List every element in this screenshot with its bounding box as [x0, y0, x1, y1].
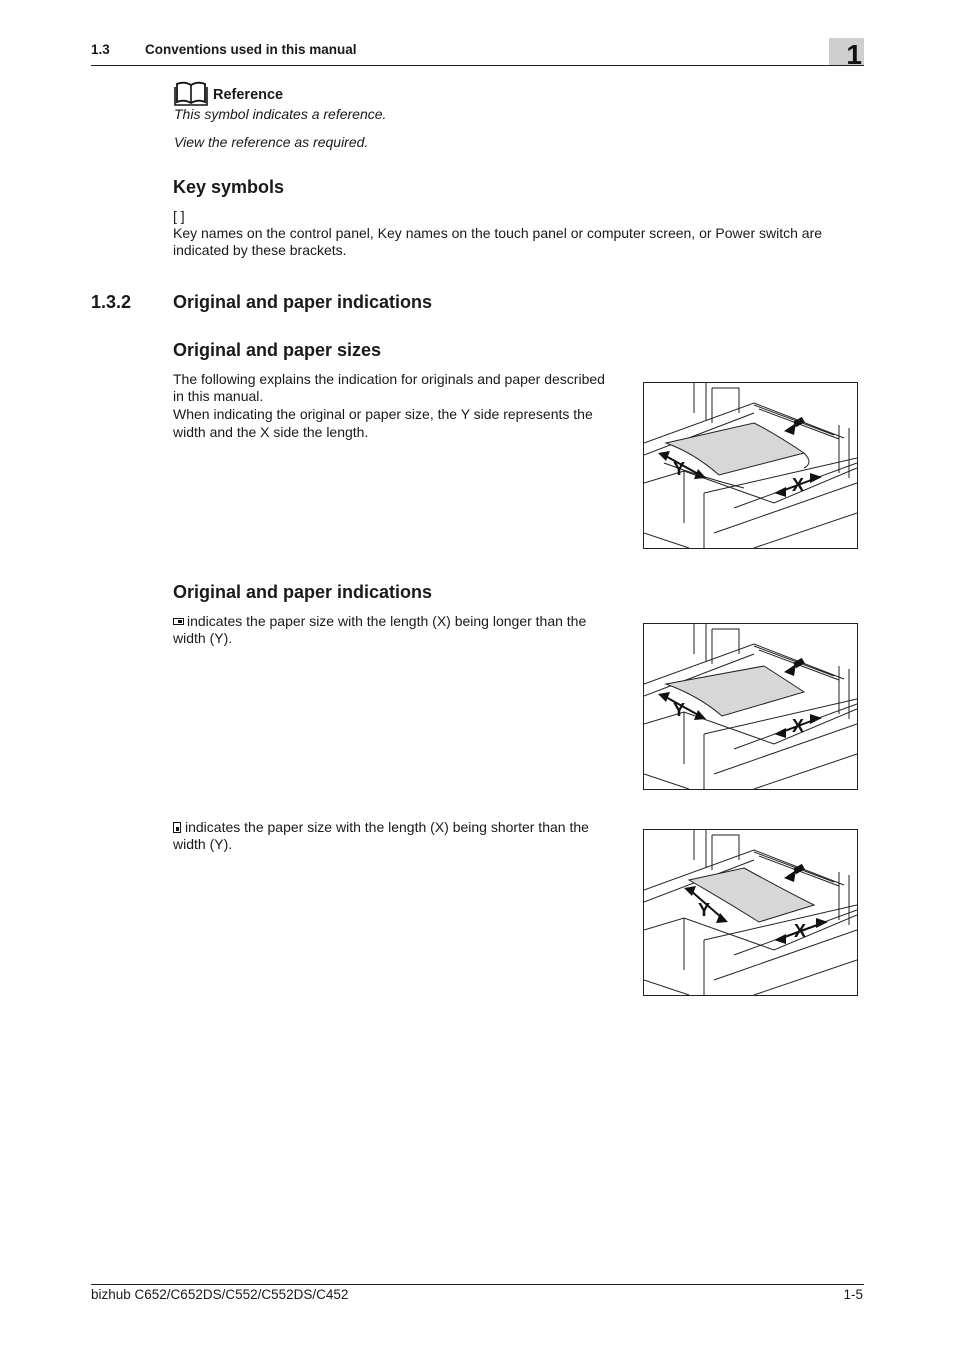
key-symbols-text-2: indicated by these brackets. — [173, 242, 347, 258]
reference-title: Reference — [213, 87, 284, 103]
header-section-title: Conventions used in this manual — [145, 42, 357, 57]
figure-label-y: Y — [673, 700, 686, 720]
portrait-orientation-icon — [173, 822, 181, 833]
landscape-text-1 — [173, 612, 586, 630]
indications-heading: Original and paper indications — [173, 582, 433, 602]
figure-label-x: X — [792, 475, 805, 495]
sizes-text-3: When indicating the original or paper size, the Y side represents the — [173, 406, 593, 422]
section-number: 1.3.2 — [91, 292, 132, 312]
portrait-text-2: width (Y). — [173, 836, 233, 852]
footer-model: bizhub C652/C652DS/C552/C552DS/C452 — [91, 1287, 349, 1302]
sizes-text-1: The following explains the indication for originals and paper described — [173, 371, 605, 387]
key-symbols-heading: Key symbols — [173, 177, 285, 197]
portrait-text-1-content: indicates the paper size with the length (X) being shorter than the — [185, 819, 589, 835]
reference-line-1: This symbol indicates a reference. — [174, 106, 387, 122]
figure-label-y: Y — [673, 459, 686, 479]
landscape-text-1-content: indicates the paper size with the length (X) being longer than the — [187, 613, 587, 629]
chapter-number: 1 — [846, 39, 862, 70]
open-book-icon — [174, 80, 208, 106]
landscape-text-2: width (Y). — [173, 630, 233, 646]
figure-label-x: X — [794, 921, 807, 941]
sizes-text-4: width and the X side the length. — [173, 424, 369, 440]
landscape-orientation-icon — [173, 618, 184, 625]
sizes-text-2: in this manual. — [173, 388, 264, 404]
footer-rule — [91, 1284, 864, 1285]
portrait-text-1 — [173, 818, 589, 836]
figure-label-y: Y — [698, 900, 711, 920]
paper-tray-figure-landscape — [643, 623, 858, 790]
header-section-number: 1.3 — [91, 42, 110, 57]
reference-line-2: View the reference as required. — [174, 134, 369, 150]
sizes-heading: Original and paper sizes — [173, 340, 382, 360]
chapter-tab — [829, 38, 864, 70]
paper-tray-figure-portrait — [643, 829, 858, 996]
footer-page-number: 1-5 — [843, 1287, 863, 1302]
key-symbols-text-1: Key names on the control panel, Key names on the touch panel or computer screen, or Power switch are — [173, 225, 823, 241]
key-symbols-brackets: [ ] — [173, 208, 185, 224]
header-rule — [91, 65, 864, 66]
paper-tray-figure-sizes — [643, 382, 858, 549]
figure-label-x: X — [792, 716, 805, 736]
section-title: Original and paper indications — [173, 292, 433, 312]
